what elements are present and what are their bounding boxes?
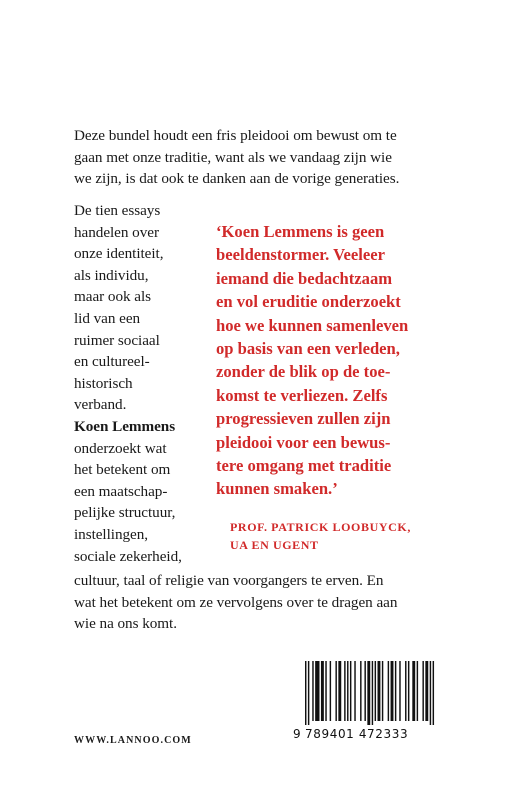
quote-line: en vol eruditie onderzoekt — [216, 292, 401, 312]
pull-quote — [216, 220, 456, 501]
quote-line: zonder de blik op de toe- — [216, 362, 391, 382]
barcode-bar — [405, 661, 406, 721]
quote-line: beeldenstormer. Veeleer — [216, 245, 385, 265]
blurb-intro — [74, 125, 446, 190]
barcode-bar — [382, 661, 383, 721]
blurb-side-column — [74, 200, 214, 567]
barcode-bar — [308, 661, 309, 725]
quote-line: kunnen smaken.’ — [216, 479, 338, 499]
blurb-side-line: onderzoekt wat — [74, 439, 167, 457]
attribution-line: PROF. PATRICK LOOBUYCK, — [230, 520, 411, 534]
blurb-side-line: maar ook als — [74, 288, 151, 306]
blurb-intro-line: Deze bundel houdt een fris pleidooi om bewust om te — [74, 127, 397, 144]
isbn-first-digit: 9 — [293, 727, 302, 741]
barcode-bar — [378, 661, 381, 721]
blurb-side-line: historisch — [74, 374, 133, 392]
blurb-outro-line: wat het betekent om ze vervolgens over te dragen aan — [74, 593, 398, 611]
barcode-bar — [330, 661, 331, 721]
blurb-intro-line: gaan met onze traditie, want als we vandaag zijn wie — [74, 148, 392, 166]
barcode-bar — [344, 661, 345, 721]
barcode-bar — [325, 661, 326, 721]
blurb-outro-line: wie na ons komt. — [74, 615, 177, 633]
blurb-side-line: sociale zekerheid, — [74, 547, 182, 565]
barcode-bar — [425, 661, 428, 721]
barcode-bar — [408, 661, 409, 721]
isbn-barcode — [293, 661, 447, 741]
barcode-bar — [315, 661, 319, 721]
barcode-bar — [412, 661, 415, 721]
blurb-intro-line: we zijn, is dat ook te danken aan de vorige generaties. — [74, 170, 400, 188]
quote-line: hoe we kunnen samenleven — [216, 315, 409, 335]
isbn-number — [293, 727, 447, 741]
barcode-bar — [422, 661, 423, 721]
blurb-outro — [74, 570, 446, 635]
barcode-bar — [395, 661, 396, 721]
blurb-side-line: De tien essays — [74, 202, 161, 219]
barcode-bar — [338, 661, 341, 721]
blurb-side-line: instellingen, — [74, 525, 149, 543]
barcode-bar — [354, 661, 355, 721]
blurb-side-line: onze identiteit, — [74, 245, 164, 263]
blurb-side-line: het betekent om — [74, 461, 171, 479]
barcode-bar — [399, 661, 400, 721]
barcode-bar — [417, 661, 418, 721]
blurb-side-line: een maatschap- — [74, 482, 168, 500]
quote-line: tere omgang met traditie — [216, 456, 392, 476]
publisher-website: WWW.LANNOO.COM — [74, 735, 192, 746]
quote-line: pleidooi voor een bewus- — [216, 432, 391, 452]
barcode-bar — [305, 661, 306, 725]
barcode-bar — [391, 661, 394, 721]
barcode-bar — [312, 661, 313, 721]
quote-attribution — [230, 518, 470, 554]
blurb-side-line: pelijke structuur, — [74, 504, 176, 522]
barcode-bars — [293, 661, 447, 725]
blurb-side-line: verband. — [74, 396, 127, 414]
barcode-bar — [430, 661, 431, 725]
isbn-digits: 789401 472333 — [305, 727, 409, 741]
quote-line: iemand die bedachtzaam — [216, 268, 393, 288]
barcode-bar — [347, 661, 348, 721]
blurb-side-line: als individu, — [74, 266, 149, 284]
barcode-bar — [372, 661, 373, 725]
blurb-side-line: ruimer sociaal — [74, 331, 160, 349]
barcode-bar — [321, 661, 324, 721]
barcode-bar — [350, 661, 351, 721]
barcode-bar — [360, 661, 361, 721]
blurb-side-line: lid van een — [74, 309, 141, 327]
barcode-bar — [388, 661, 389, 721]
barcode-bar — [375, 661, 376, 721]
quote-line: ‘Koen Lemmens is geen — [216, 222, 385, 241]
barcode-bar — [367, 661, 370, 725]
blurb-side-line: handelen over — [74, 223, 159, 241]
barcode-bar — [433, 661, 434, 725]
blurb-outro-line: cultuur, taal of religie van voorgangers te erven. En — [74, 572, 384, 589]
barcode-bar — [364, 661, 365, 721]
barcode-bar — [335, 661, 336, 721]
quote-line: progressieven zullen zijn — [216, 409, 391, 429]
blurb-side-line: en cultureel- — [74, 353, 150, 371]
author-name: Koen Lemmens — [74, 417, 176, 435]
quote-line: op basis van een verleden, — [216, 339, 400, 359]
attribution-line: UA EN UGENT — [230, 538, 319, 552]
quote-line: komst te verliezen. Zelfs — [216, 385, 388, 405]
